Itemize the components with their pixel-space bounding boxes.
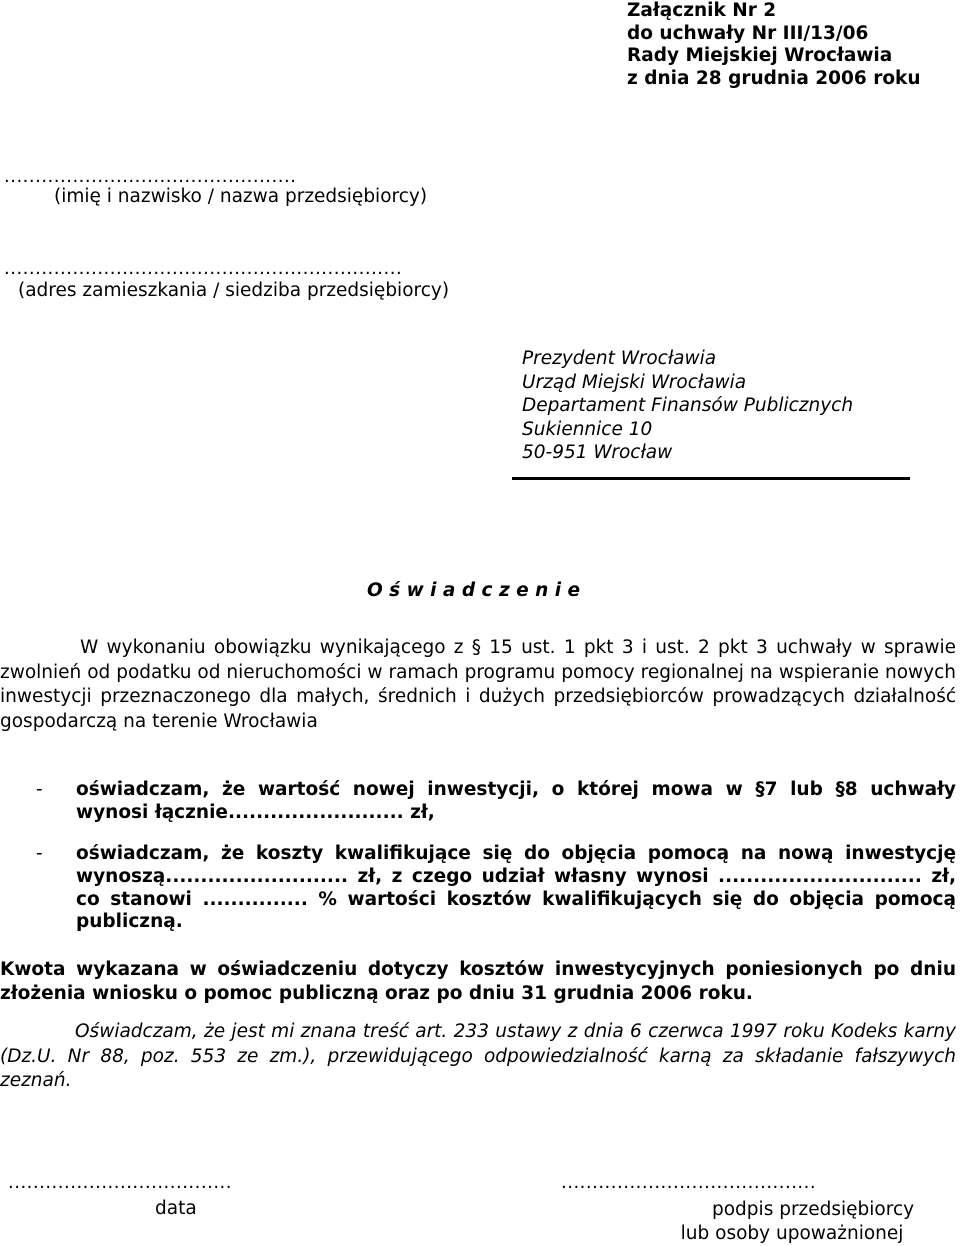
recipient-block [522, 347, 853, 465]
signature-label [670, 1198, 914, 1246]
annex-header [627, 0, 921, 90]
applicant-address-field[interactable]: ................................................................ [4, 258, 403, 279]
signature-label-line: lub osoby upoważnionej [680, 1223, 904, 1244]
recipient-line: Prezydent Wrocławia [522, 348, 717, 369]
list-dash: - [36, 843, 43, 864]
recipient-line: Departament Finansów Publicznych [522, 395, 854, 416]
annex-council: Rady Miejskiej Wrocławia [627, 45, 893, 66]
costs-note: Kwota wykazana w oświadczeniu dotyczy kosztów inwestycyjnych poniesionych po dniu złożenia wniosku o pomoc publiczną oraz po dniu 31 grudnia 2006 roku. [0, 959, 956, 1004]
recipient-line: Sukiennice 10 [522, 418, 653, 440]
annex-date: z dnia 28 grudnia 2006 roku [627, 67, 921, 89]
list-dash: - [36, 779, 43, 800]
annex-title: Załącznik Nr 2 [627, 0, 777, 21]
declaration-item [0, 779, 956, 825]
recipient-line: 50-951 Wrocław [522, 442, 673, 463]
document-title: O ś w i a d c z e n i e [367, 580, 581, 601]
declaration-text[interactable]: oświadczam, że koszty kwalifikujące się do objęcia pomocą na nową inwestycję wynoszą.......................... zł, z czego udział własny wynosi ............................. zł, co stanowi ............... % wartości kosztów kwalifikujących się do objęcia pomocą publiczną. [76, 843, 956, 933]
declaration-item [0, 843, 956, 934]
annex-resolution: do uchwały Nr III/13/06 [627, 22, 869, 44]
applicant-name-field[interactable]: ............................................... [4, 166, 297, 187]
signature-field[interactable]: ......................................... [561, 1172, 817, 1193]
signature-label-line: podpis przedsiębiorcy [712, 1199, 915, 1220]
date-label: data [155, 1198, 197, 1219]
oath-statement: Oświadczam, że jest mi znana treść art. 233 ustawy z dnia 6 czerwca 1997 roku Kodeks karny (Dz.U. Nr 88, poz. 553 ze zm.), przewidującego odpowiedzialność karną za składanie fałszywych zeznań. [0, 1021, 956, 1091]
recipient-line: Urząd Miejski Wrocławia [522, 371, 747, 393]
declaration-text[interactable]: oświadczam, że wartość nowej inwestycji, o której mowa w §7 lub §8 uchwały wynosi łącznie......................... zł, [76, 779, 956, 823]
applicant-name-caption: (imię i nazwisko / nazwa przedsiębiorcy) [54, 186, 428, 207]
applicant-address-caption: (adres zamieszkania / siedziba przedsiębiorcy) [18, 280, 450, 301]
recipient-underline [512, 477, 910, 480]
intro-paragraph: W wykonaniu obowiązku wynikającego z § 15 ust. 1 pkt 3 i ust. 2 pkt 3 uchwały w sprawie zwolnień od podatku od nieruchomości w ramach programu pomocy regionalnej na wspieranie nowych inwestycji przeznaczonego dla małych, średnich i dużych przedsiębiorców prowadzących działalność gospodarczą na terenie Wrocławia [0, 637, 956, 732]
date-field[interactable]: .................................... [8, 1172, 232, 1193]
